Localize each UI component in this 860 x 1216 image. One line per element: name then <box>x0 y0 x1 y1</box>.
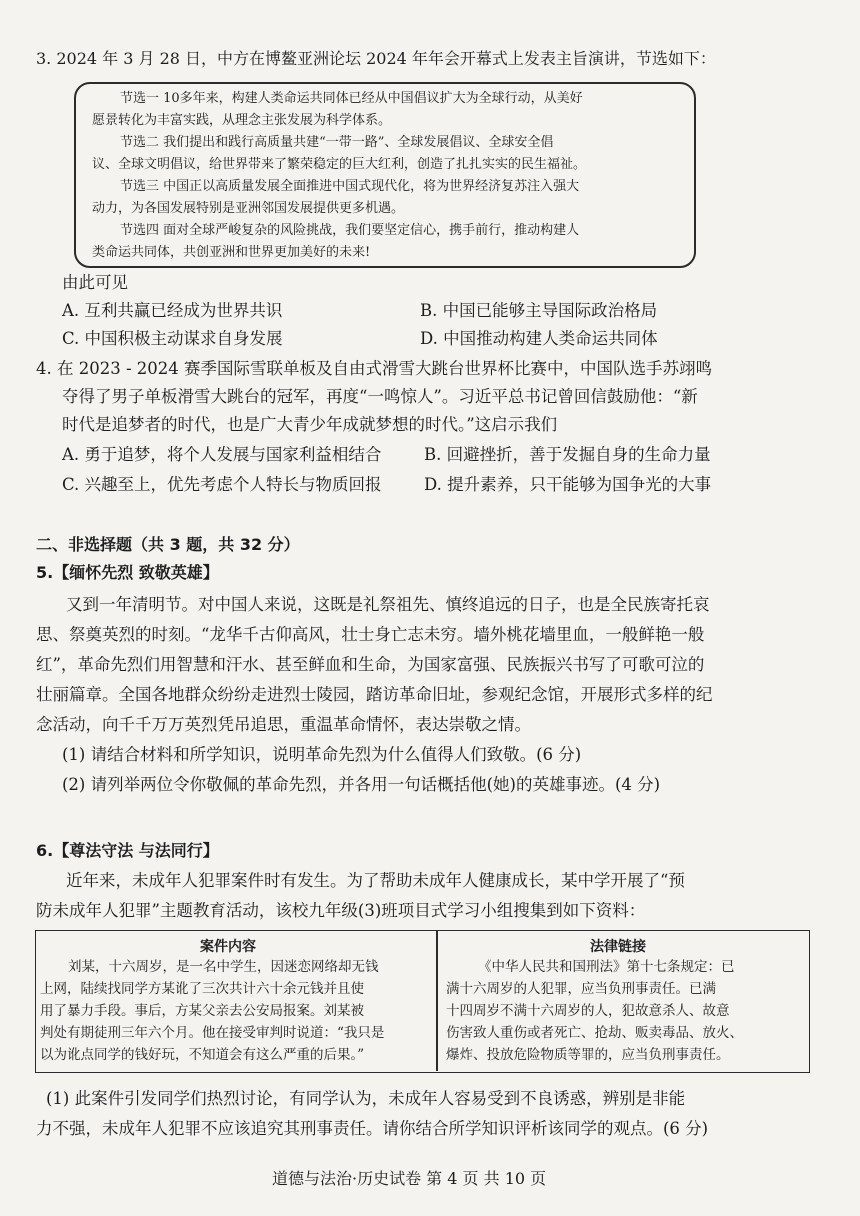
law-text-line: 十四周岁不满十六周岁的人，犯故意杀人、故意 <box>446 1003 730 1019</box>
q4-option-a: A. 勇于追梦，将个人发展与国家利益相结合 <box>62 445 382 464</box>
q6-subquestion-1-cont: 力不强，未成年人犯罪不应该追究其刑事责任。请你结合所学知识评析该同学的观点。(6 分) <box>36 1119 709 1138</box>
q5-para-line: 思、祭奠英烈的时刻。“龙华千古仰高风，壮士身亡志未穷。墙外桃花墙里血，一般鲜艳一般 <box>36 625 705 644</box>
case-text-line: 刘某，十六周岁，是一名中学生，因迷恋网络却无钱 <box>68 959 379 975</box>
q5-para-line: 红”，革命先烈们用智慧和汗水、甚至鲜血和生命，为国家富强、民族振兴书写了可歌可泣的 <box>36 655 705 674</box>
quote-line: 节选四 面对全球严峻复杂的风险挑战，我们要坚定信心，携手前行，推动构建人 <box>120 223 580 238</box>
q5-para-line: 念活动，向千千万万英烈凭吊追思，重温革命情怀，表达崇敬之情。 <box>36 715 531 734</box>
table-header-case: 案件内容 <box>200 939 256 955</box>
q3-option-a: A. 互利共赢已经成为世界共识 <box>62 301 283 320</box>
q6-para-line: 防未成年人犯罪”主题教育活动，该校九年级(3)班项目式学习小组搜集到如下资料： <box>36 901 646 920</box>
case-text-line: 判处有期徒刑三年六个月。他在接受审判时说道：“我只是 <box>40 1025 385 1041</box>
quote-line: 节选三 中国正以高质量发展全面推进中国式现代化，将为世界经济复苏注入强大 <box>120 179 580 194</box>
quote-line: 节选二 我们提出和践行高质量共建“一带一路”、全球发展倡议、全球安全倡 <box>120 135 554 150</box>
q5-title: 5.【缅怀先烈 致敬英雄】 <box>36 563 219 582</box>
q5-subquestion-2: (2) 请列举两位令你敬佩的革命先烈，并各用一句话概括他(她)的英雄事迹。(4 分) <box>62 775 661 794</box>
q3-option-c: C. 中国积极主动谋求自身发展 <box>62 329 283 348</box>
q5-para-line: 又到一年清明节。对中国人来说，这既是礼祭祖先、慎终追远的日子，也是全民族寄托哀 <box>66 595 710 614</box>
law-text-line: 伤害致人重伤或者死亡、抢劫、贩卖毒品、放火、 <box>446 1025 743 1041</box>
q3-lead: 由此可见 <box>62 273 128 292</box>
quote-line: 动力，为各国发展特别是亚洲邻国发展提供更多机遇。 <box>92 201 405 216</box>
q4-line: 时代是追梦者的时代，也是广大青少年成就梦想的时代。”这启示我们 <box>62 415 558 434</box>
table-header-law: 法律链接 <box>590 939 646 955</box>
q4-option-d: D. 提升素养，只干能够为国争光的大事 <box>424 475 712 494</box>
q4-line: 夺得了男子单板滑雪大跳台的冠军，再度“一鸣惊人”。习近平总书记曾回信鼓励他：“新 <box>62 387 698 406</box>
quote-line: 类命运共同体，共创亚洲和世界更加美好的未来! <box>92 245 371 260</box>
case-text-line: 以为讹点同学的钱好玩，不知道会有这么严重的后果。” <box>40 1047 365 1063</box>
q5-para-line: 壮丽篇章。全国各地群众纷纷走进烈士陵园，踏访革命旧址，参观纪念馆，开展形式多样的纪 <box>36 685 713 704</box>
section2-heading: 二、非选择题（共 3 题，共 32 分） <box>36 535 300 554</box>
law-text-line: 爆炸、投放危险物质等罪的，应当负刑事责任。 <box>446 1047 730 1063</box>
table-divider <box>436 930 438 1071</box>
quote-line: 愿景转化为丰富实践，从理念主张发展为科学体系。 <box>92 113 392 128</box>
q4-line: 4. 在 2023 - 2024 赛季国际雪联单板及自由式滑雪大跳台世界杯比赛中，中国队选手苏翊鸣 <box>36 359 713 378</box>
law-text-line: 《中华人民共和国刑法》第十七条规定：已 <box>478 959 735 975</box>
q3-stem: 3. 2024 年 3 月 28 日，中方在博鳌亚洲论坛 2024 年年会开幕式上发表主旨演讲，节选如下： <box>36 49 716 68</box>
q6-subquestion-1: (1) 此案件引发同学们热烈讨论，有同学认为，未成年人容易受到不良诱惑，辨别是非能 <box>46 1089 686 1108</box>
quote-line: 议、全球文明倡议，给世界带来了繁荣稳定的巨大红利，创造了扎扎实实的民生福祉。 <box>92 157 587 172</box>
q3-option-b: B. 中国已能够主导国际政治格局 <box>420 301 658 320</box>
case-text-line: 上网，陆续找同学方某讹了三次共计六十余元钱并且使 <box>40 981 364 997</box>
q6-title: 6.【尊法守法 与法同行】 <box>36 841 219 860</box>
quote-box <box>74 82 696 268</box>
q4-option-b: B. 回避挫折，善于发掘自身的生命力量 <box>424 445 711 464</box>
case-text-line: 用了暴力手段。事后，方某父亲去公安局报案。刘某被 <box>40 1003 364 1019</box>
q4-option-c: C. 兴趣至上，优先考虑个人特长与物质回报 <box>62 475 382 494</box>
law-text-line: 满十六周岁的人犯罪，应当负刑事责任。已满 <box>446 981 716 997</box>
q5-subquestion-1: (1) 请结合材料和所学知识，说明革命先烈为什么值得人们致敬。(6 分) <box>62 745 582 764</box>
q3-option-d: D. 中国推动构建人类命运共同体 <box>420 329 658 348</box>
q6-para-line: 近年来，未成年人犯罪案件时有发生。为了帮助未成年人健康成长，某中学开展了“预 <box>66 871 685 890</box>
page-footer: 道德与法治·历史试卷 第 4 页 共 10 页 <box>272 1169 547 1188</box>
quote-line: 节选一 10多年来，构建人类命运共同体已经从中国倡议扩大为全球行动，从美好 <box>120 91 583 106</box>
